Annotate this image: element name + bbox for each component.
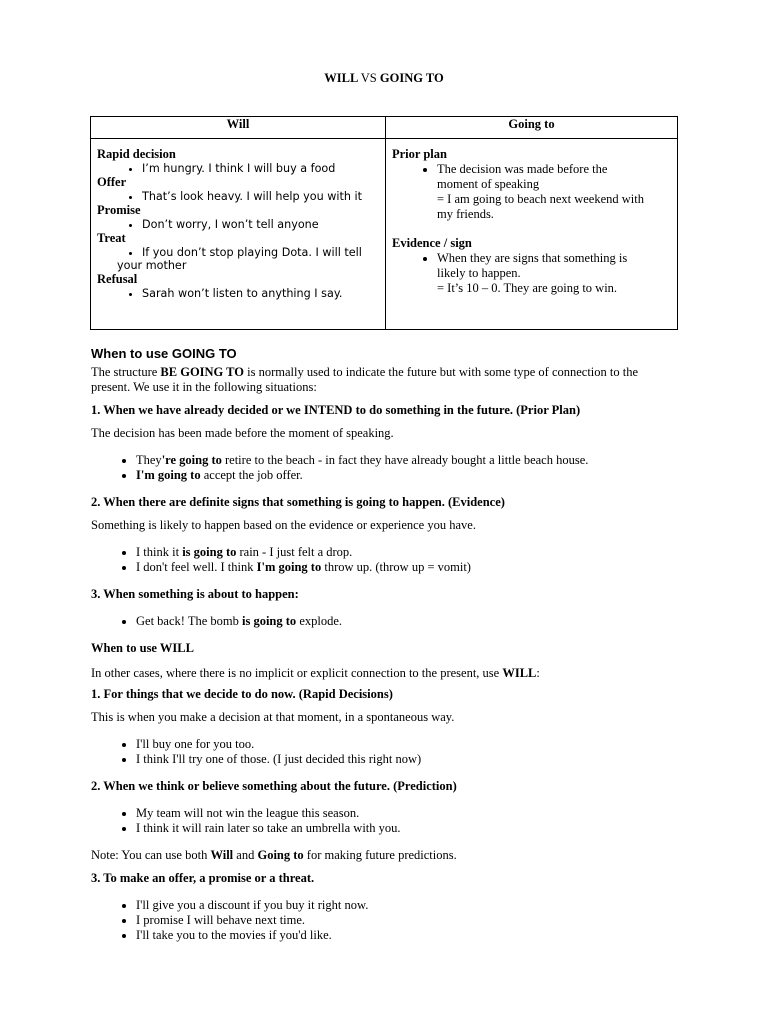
bullet-bold: 're going to xyxy=(161,453,222,467)
bullet-text: I think it xyxy=(136,545,183,559)
list-item: • My team will not win the league this season. xyxy=(136,806,676,821)
will-example-offer: • That’s look heavy. I will help you with it xyxy=(142,190,379,203)
going-example-evidence: • When they are signs that something is xyxy=(437,251,671,266)
bullet-bold: is going to xyxy=(182,545,237,559)
list-item: • I'll give you a discount if you buy it right now. xyxy=(136,898,676,913)
will-section-3-heading: 3. To make an offer, a promise or a threat. xyxy=(91,871,315,885)
going-section-1-heading: 1. When we have already decided or we INTEND to do something in the future. (Prior Plan) xyxy=(91,403,581,417)
content-body xyxy=(91,365,676,943)
header-will: Will xyxy=(91,117,386,139)
comparison-table xyxy=(90,116,678,330)
table-header-row xyxy=(91,117,678,139)
cat-treat: Treat xyxy=(97,230,126,245)
list-item: • I'll take you to the movies if you'd like. xyxy=(136,928,676,943)
going-to-heading: When to use GOING TO xyxy=(91,346,237,361)
bullet-text: accept the job offer. xyxy=(200,468,303,482)
going-example-prior-line2: moment of speaking xyxy=(437,177,540,191)
will-note xyxy=(91,848,676,863)
will-intro-bold: WILL xyxy=(502,666,537,680)
list-item xyxy=(136,453,676,468)
table-body-row xyxy=(91,139,678,330)
will-section-2-list xyxy=(91,806,676,836)
list-item: • I promise I will behave next time. xyxy=(136,913,676,928)
note-text: for making future predictions. xyxy=(303,848,457,862)
bullet-text: throw up. (throw up = vomit) xyxy=(321,560,471,574)
will-heading: When to use WILL xyxy=(91,641,194,655)
list-item: • I think I'll try one of those. (I just decided this right now) xyxy=(136,752,676,767)
going-to-cell xyxy=(386,139,678,330)
will-intro-colon: : xyxy=(536,666,540,680)
note-bold: Going to xyxy=(257,848,304,862)
bullet-text: They xyxy=(136,453,162,467)
will-example-treat: • If you don’t stop playing Dota. I will tell xyxy=(142,246,379,259)
list-item xyxy=(136,545,676,560)
going-to-intro xyxy=(91,365,676,395)
title-vs: VS xyxy=(360,71,377,85)
going-section-2-list xyxy=(91,545,676,575)
intro-text-a: The structure xyxy=(91,365,161,379)
going-section-2-text: Something is likely to happen based on the evidence or experience you have. xyxy=(91,518,476,532)
cat-prior-plan: Prior plan xyxy=(392,147,447,161)
will-example-treat-cont: your mother xyxy=(117,258,187,272)
bullet-bold: I'm going to xyxy=(136,468,201,482)
will-intro-text: In other cases, where there is no implicit or explicit connection to the present, use xyxy=(91,666,503,680)
cat-rapid-decision: Rapid decision xyxy=(97,147,176,161)
note-bold: Will xyxy=(210,848,234,862)
list-item: • I'll buy one for you too. xyxy=(136,737,676,752)
will-intro xyxy=(91,666,676,681)
will-example-promise: • Don’t worry, I won’t tell anyone xyxy=(142,218,379,231)
bullet-text: explode. xyxy=(296,614,343,628)
will-section-3-list xyxy=(91,898,676,943)
will-section-1-text: This is when you make a decision at that moment, in a spontaneous way. xyxy=(91,710,455,724)
intro-text-c: is normally used to indicate the future but with some type of connection to the present. We use it in the following situations: xyxy=(91,365,639,394)
title-going-to: GOING TO xyxy=(379,71,444,85)
cat-evidence: Evidence / sign xyxy=(392,236,472,250)
cat-refusal: Refusal xyxy=(97,272,138,287)
list-item xyxy=(136,468,676,483)
document-title xyxy=(0,71,768,86)
note-text: Note: You can use both xyxy=(91,848,211,862)
will-example-refusal: • Sarah won’t listen to anything I say. xyxy=(142,287,379,300)
bullet-bold: is going to xyxy=(242,614,297,628)
going-section-3-heading: 3. When something is about to happen: xyxy=(91,587,299,601)
intro-text-b: BE GOING TO xyxy=(160,365,245,379)
going-example-evidence-line2: likely to happen. xyxy=(437,266,521,280)
going-section-1-text: The decision has been made before the moment of speaking. xyxy=(91,426,394,440)
going-section-1-list xyxy=(91,453,676,483)
going-section-3-list xyxy=(91,614,676,629)
bullet-text: Get back! The bomb xyxy=(136,614,242,628)
list-item: • I think it will rain later so take an umbrella with you. xyxy=(136,821,676,836)
will-section-1-list xyxy=(91,737,676,767)
going-example-prior-line4: my friends. xyxy=(437,207,494,221)
bullet-text: I don't feel well. I think xyxy=(136,560,257,574)
will-cell xyxy=(91,139,386,330)
going-example-prior: • The decision was made before the xyxy=(437,162,671,177)
going-example-evidence-line3: = It’s 10 – 0. They are going to win. xyxy=(437,281,618,295)
will-example-rapid: • I’m hungry. I think I will buy a food xyxy=(142,162,379,175)
list-item xyxy=(136,560,676,575)
will-section-1-heading: 1. For things that we decide to do now. (Rapid Decisions) xyxy=(91,687,393,701)
going-example-prior-line3: = I am going to beach next weekend with xyxy=(437,192,644,206)
bullet-text: rain - I just felt a drop. xyxy=(236,545,353,559)
bullet-bold: I'm going to xyxy=(256,560,322,574)
cat-offer: Offer xyxy=(97,174,127,189)
note-text: and xyxy=(233,848,258,862)
cat-promise: Promise xyxy=(97,202,141,217)
title-will: WILL xyxy=(324,71,358,85)
header-going-to: Going to xyxy=(386,117,678,139)
will-section-2-heading: 2. When we think or believe something about the future. (Prediction) xyxy=(91,779,457,793)
list-item xyxy=(136,614,676,629)
bullet-text: retire to the beach - in fact they have already bought a little beach house. xyxy=(221,453,589,467)
going-section-2-heading: 2. When there are definite signs that something is going to happen. (Evidence) xyxy=(91,495,505,509)
